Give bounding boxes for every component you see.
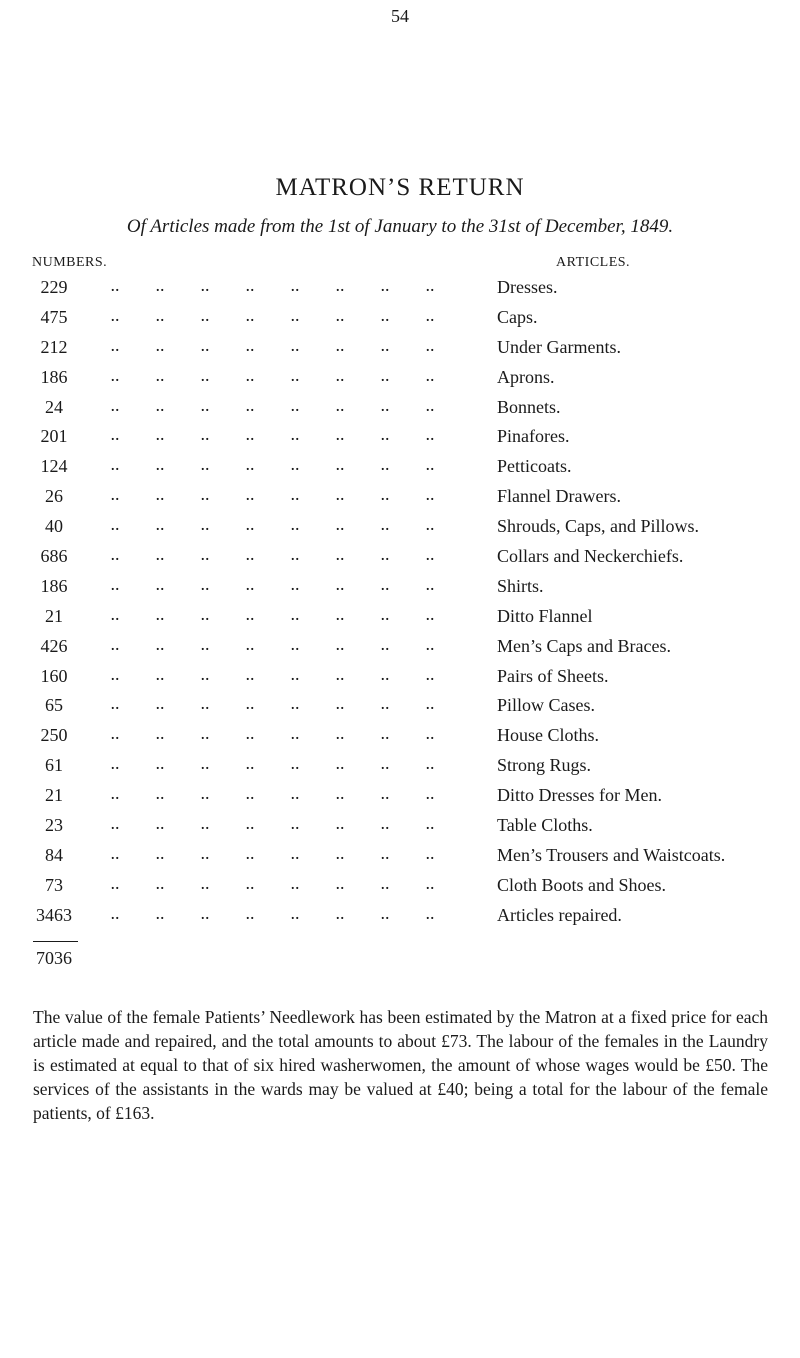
dot-leaders: .. .. .. .. .. .. .. .. [88, 693, 435, 714]
row-number: 426 [40, 635, 68, 656]
table-row [0, 395, 800, 425]
table-total: 7036 [36, 948, 72, 968]
dot-leaders: .. .. .. .. .. .. .. .. [88, 902, 435, 923]
dot-leaders: .. .. .. .. .. .. .. .. [88, 364, 435, 385]
row-number: 84 [45, 844, 63, 865]
row-article: Dresses. [497, 277, 558, 297]
articles-column-header: ARTICLES. [556, 255, 631, 270]
row-number: 24 [45, 396, 63, 417]
row-number: 26 [45, 486, 63, 507]
row-article: Pairs of Sheets. [497, 665, 609, 686]
row-article: Pinafores. [497, 426, 570, 447]
total-rule [33, 941, 78, 942]
page-title: MATRON’S RETURN [275, 174, 525, 201]
dot-leaders: .. .. .. .. .. .. .. .. [88, 663, 435, 684]
row-number: 186 [40, 366, 68, 387]
row-article: Aprons. [497, 366, 555, 387]
row-article: Articles repaired. [497, 904, 622, 925]
table-row [0, 544, 800, 574]
row-number: 21 [45, 785, 63, 806]
table-row [0, 514, 800, 544]
row-article: Ditto Flannel [497, 605, 593, 626]
table-row [0, 424, 800, 454]
dot-leaders: .. .. .. .. .. .. .. .. [88, 723, 435, 744]
row-number: 65 [45, 695, 63, 716]
row-number: 61 [45, 755, 63, 776]
row-number: 73 [45, 874, 63, 895]
row-article: Flannel Drawers. [497, 486, 621, 507]
dot-leaders: .. .. .. .. .. .. .. .. [88, 484, 435, 505]
dot-leaders: .. .. .. .. .. .. .. .. [88, 334, 435, 355]
page-number: 54 [391, 6, 409, 26]
row-article: Collars and Neckerchiefs. [497, 546, 684, 567]
row-number: 250 [40, 725, 68, 746]
table-row [0, 664, 800, 694]
dot-leaders: .. .. .. .. .. .. .. .. [88, 753, 435, 774]
dot-leaders: .. .. .. .. .. .. .. .. [88, 424, 435, 445]
row-article: Strong Rugs. [497, 755, 592, 776]
row-number: 40 [45, 516, 63, 537]
dot-leaders: .. .. .. .. .. .. .. .. [88, 514, 435, 535]
row-article: Men’s Trousers and Waistcoats. [497, 844, 726, 865]
row-article: Bonnets. [497, 396, 561, 417]
row-number: 3463 [36, 904, 72, 925]
row-number: 186 [40, 575, 68, 596]
row-article: Shirts. [497, 575, 544, 596]
table-row [0, 903, 800, 933]
row-number: 475 [40, 306, 68, 327]
table-row [0, 783, 800, 813]
table-row [0, 275, 800, 305]
dot-leaders: .. .. .. .. .. .. .. .. [88, 573, 435, 594]
dot-leaders: .. .. .. .. .. .. .. .. [88, 633, 435, 654]
table-row [0, 723, 800, 753]
row-article: Shrouds, Caps, and Pillows. [497, 516, 700, 537]
dot-leaders: .. .. .. .. .. .. .. .. [88, 275, 435, 295]
dot-leaders: .. .. .. .. .. .. .. .. [88, 603, 435, 624]
row-number: 212 [40, 336, 68, 357]
dot-leaders: .. .. .. .. .. .. .. .. [88, 394, 435, 415]
row-article: Caps. [497, 306, 538, 327]
dot-leaders: .. .. .. .. .. .. .. .. [88, 842, 435, 863]
row-article: House Cloths. [497, 725, 600, 746]
row-article: Pillow Cases. [497, 695, 596, 716]
table-row [0, 753, 800, 783]
row-article: Cloth Boots and Shoes. [497, 874, 667, 895]
dot-leaders: .. .. .. .. .. .. .. .. [88, 783, 435, 804]
row-number: 21 [45, 605, 63, 626]
table-row [0, 634, 800, 664]
table-row [0, 335, 800, 365]
dot-leaders: .. .. .. .. .. .. .. .. [88, 304, 435, 325]
table-row [0, 365, 800, 395]
row-number: 201 [40, 426, 68, 447]
row-article: Men’s Caps and Braces. [497, 635, 671, 656]
table-row [0, 693, 800, 723]
row-article: Ditto Dresses for Men. [497, 785, 662, 806]
row-number: 686 [40, 546, 68, 567]
dot-leaders: .. .. .. .. .. .. .. .. [88, 872, 435, 893]
row-article: Under Garments. [497, 336, 621, 357]
row-article: Table Cloths. [497, 815, 593, 836]
row-number: 160 [40, 665, 68, 686]
row-number: 124 [40, 456, 68, 477]
page-subtitle: Of Articles made from the 1st of January to the 31st of December, 1849. [126, 216, 674, 237]
table-row [0, 843, 800, 873]
numbers-column-header: NUMBERS. [32, 255, 108, 270]
table-row [0, 873, 800, 903]
dot-leaders: .. .. .. .. .. .. .. .. [88, 544, 435, 565]
table-row [0, 484, 800, 514]
row-number: 229 [40, 277, 68, 297]
table-row [0, 813, 800, 843]
dot-leaders: .. .. .. .. .. .. .. .. [88, 454, 435, 475]
dot-leaders: .. .. .. .. .. .. .. .. [88, 813, 435, 834]
table-row [0, 574, 800, 604]
row-number: 23 [45, 815, 63, 836]
row-article: Petticoats. [497, 456, 572, 477]
table-row [0, 305, 800, 335]
table-row [0, 454, 800, 484]
table-row [0, 604, 800, 634]
articles-table [0, 275, 800, 933]
summary-paragraph: The value of the female Patients’ Needlework has been estimated by the Matron at a fixed price for each article made and repaired, and the total amounts to about £73. The labour of the females in the Laundry is estimated at equal to that of six hired washerwomen, the amount of whose wages would be £50. The services of the assistants in the wards may be valued at £40; being a total for the labour of the female patients, of £163. [33, 1007, 768, 1123]
